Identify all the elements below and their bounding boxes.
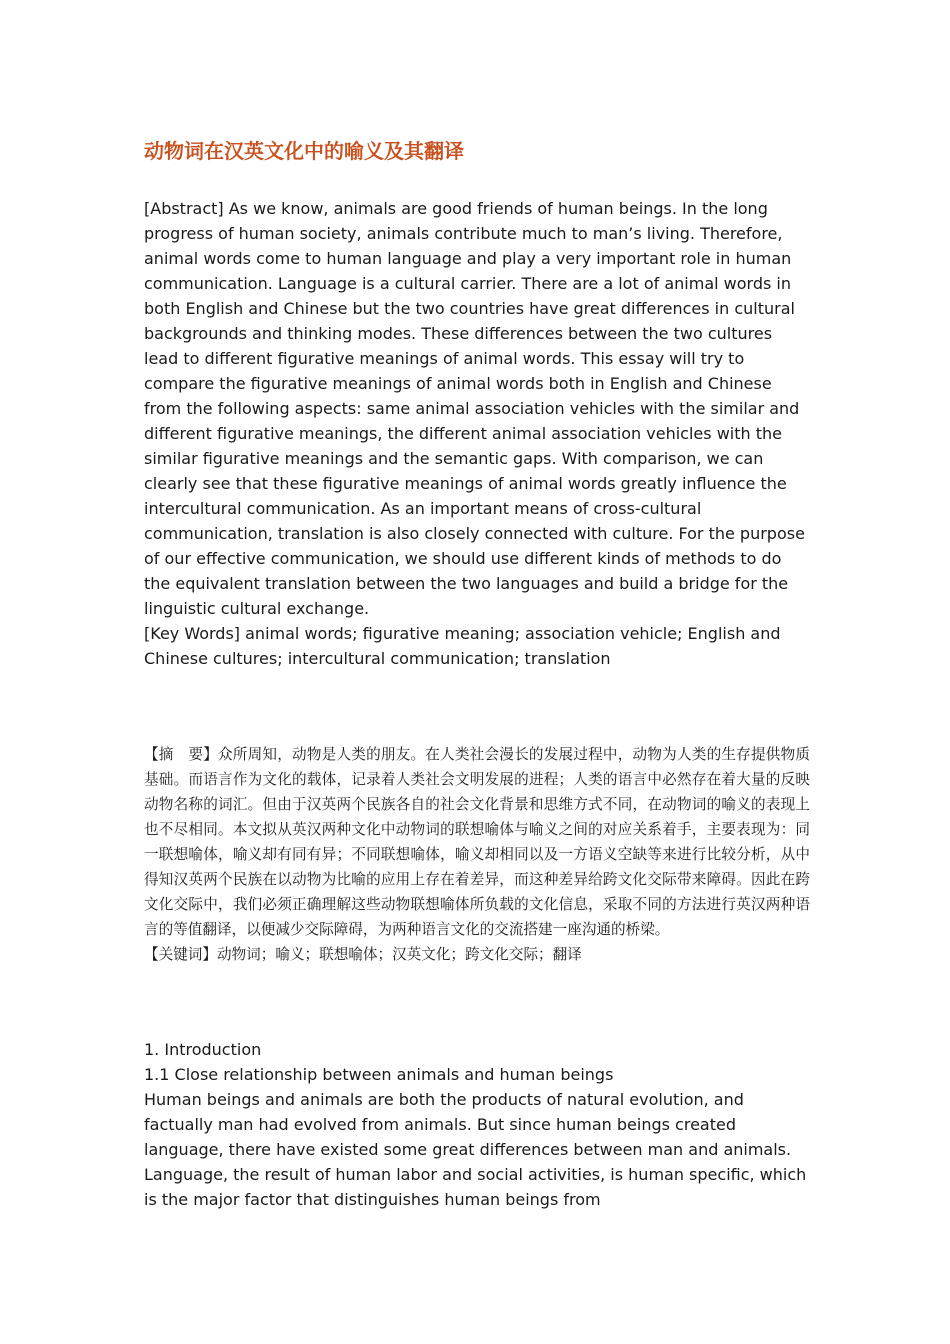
english-keywords: [Key Words] animal words; figurative meaning; association vehicle; English and Chinese cultures; intercultural communication; translation	[144, 624, 781, 668]
introduction-section	[144, 1037, 810, 1212]
section-heading: 1. Introduction	[144, 1040, 262, 1059]
chinese-abstract	[144, 742, 810, 967]
document-title: 动物词在汉英文化中的喻义及其翻译	[144, 139, 464, 163]
section-subheading: 1.1 Close relationship between animals and human beings	[144, 1065, 614, 1084]
english-abstract-text: [Abstract] As we know, animals are good friends of human beings. In the long progress of human society, animals contribute much to man’s living. Therefore, animal words come to human language and play a very important role in human communication. Language is a cultural carrier. There are a lot of animal words in both English and Chinese but the two countries have great differences in cultural backgrounds and thinking modes. These differences between the two cultures lead to different figurative meanings of animal words. This essay will try to compare the figurative meanings of animal words both in English and Chinese from the following aspects: same animal association vehicles with the similar and different figurative meanings, the different animal association vehicles with the similar figurative meanings and the semantic gaps. With comparison, we can clearly see that these figurative meanings of animal words greatly influence the intercultural communication. As an important means of cross-cultural communication, translation is also closely connected with culture. For the purpose of our effective communication, we should use different kinds of methods to do the equivalent translation between the two languages and build a bridge for the linguistic cultural exchange.	[144, 199, 805, 618]
chinese-keywords: 【关键词】动物词；喻义；联想喻体；汉英文化；跨文化交际；翻译	[144, 946, 582, 963]
section-paragraph: Human beings and animals are both the products of natural evolution, and factually man had evolved from animals. But since human beings created language, there have existed some great differences between man and animals. Language, the result of human labor and social activities, is human specific, which is the major factor that distinguishes human beings from	[144, 1090, 807, 1209]
chinese-abstract-text: 【摘 要】众所周知，动物是人类的朋友。在人类社会漫长的发展过程中，动物为人类的生存提供物质基础。而语言作为文化的载体，记录着人类社会文明发展的进程；人类的语言中必然存在着大量的反映动物名称的词汇。但由于汉英两个民族各自的社会文化背景和思维方式不同，在动物词的喻义的表现上也不尽相同。本文拟从英汉两种文化中动物词的联想喻体与喻义之间的对应关系着手，主要表现为：同一联想喻体，喻义却有同有异；不同联想喻体，喻义却相同以及一方语义空缺等来进行比较分析，从中得知汉英两个民族在以动物为比喻的应用上存在着差异，而这种差异给跨文化交际带来障碍。因此在跨文化交际中，我们必须正确理解这些动物联想喻体所负载的文化信息，采取不同的方法进行英汉两种语言的等值翻译，以便减少交际障碍，为两种语言文化的交流搭建一座沟通的桥梁。	[144, 746, 810, 938]
english-abstract	[144, 196, 810, 671]
